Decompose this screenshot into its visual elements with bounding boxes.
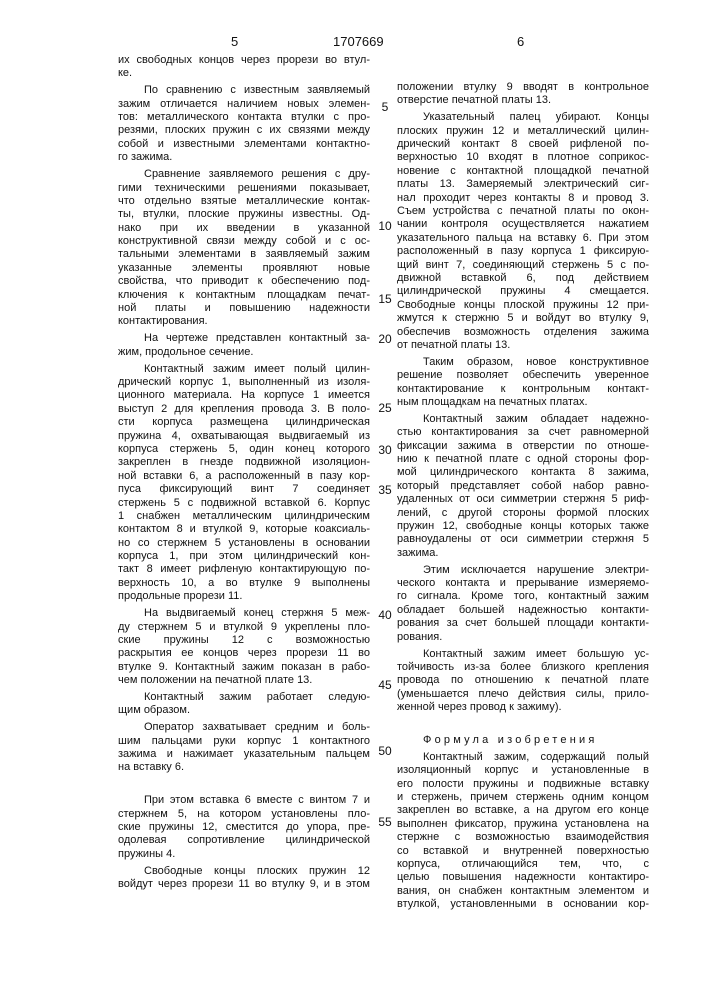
text-line: контактирования. <box>118 315 370 328</box>
text-line: стержнем 5, на котором установлены пло- <box>118 808 370 821</box>
text-line: ты, втулки, плоские пружины известны. Од- <box>118 208 370 221</box>
text-line: ческого контакта и прерывание измеряемо- <box>397 577 649 590</box>
paragraph <box>118 794 370 861</box>
text-line: (уменьшается плечо действия силы, прило- <box>397 688 649 701</box>
line-number: 30 <box>374 443 396 457</box>
text-line: По сравнению с известным заявляемый <box>118 84 370 97</box>
text-line: Формула изобретения <box>397 734 649 747</box>
text-line: платы 13. Замеряемый электрический сиг- <box>397 178 649 191</box>
text-line: мой цилиндрического контакта 8 зажима, <box>397 466 649 479</box>
text-line: зажима и нажимает указательным пальцем <box>118 748 370 761</box>
paragraph <box>118 84 370 164</box>
text-line: стью контактирования за счет равномерной <box>397 426 649 439</box>
line-number: 10 <box>374 219 396 233</box>
text-line: вания, он снабжен контактным элементом и <box>397 885 649 898</box>
text-line: одолевая сопротивление цилиндрической <box>118 834 370 847</box>
text-line: со вставкой и внутренней поверхностью <box>397 845 649 858</box>
text-line: указательного пальца на вставку 6. При этом <box>397 232 649 245</box>
text-line: щий винт 7, соединяющий стержень 5 с по- <box>397 259 649 272</box>
text-line: тов: металлического контакта втулки с про- <box>118 111 370 124</box>
text-line: лений, с другой стороны формой плоских <box>397 507 649 520</box>
page-number-right: 6 <box>517 34 524 49</box>
text-line: провода по отношению к печатной плате <box>397 674 649 687</box>
text-line: жмутся к стержню 5 и войдут во втулку 9, <box>397 312 649 325</box>
text-line: его полости пружины и подвижные вставку <box>397 778 649 791</box>
text-line: Контактный зажим имеет полый цилин- <box>118 363 370 376</box>
text-line: отверстие печатной платы 13. <box>397 94 649 107</box>
text-line: Сравнение заявляемого решения с дру- <box>118 168 370 181</box>
text-line: ключения к контактным площадкам печат- <box>118 289 370 302</box>
paragraph <box>397 356 649 410</box>
blank-space <box>397 714 649 730</box>
text-line: указанные элементы проявляют новые <box>118 262 370 275</box>
text-line: нал проходит через контакты 8 и провод 3. <box>397 192 649 205</box>
text-line: ские пружины 12, сместится до упора, пре- <box>118 821 370 834</box>
text-line: обеспечив возможность отделения зажима <box>397 326 649 339</box>
paragraph <box>397 413 649 560</box>
text-line: Этим исключается нарушение электри- <box>397 564 649 577</box>
text-line: ционного материала. На корпусе 1 имеется <box>118 389 370 402</box>
paragraph <box>118 363 370 604</box>
section-heading <box>397 734 649 747</box>
text-line: ду стержнем 5 и втулкой 9 укреплены пло- <box>118 621 370 634</box>
text-line: расположенный в пазу корпуса 1 фиксирую- <box>397 245 649 258</box>
text-line: сти корпуса размещена цилиндрическая <box>118 416 370 429</box>
paragraph <box>118 865 370 892</box>
text-line: нако при их введении в указанной <box>118 222 370 235</box>
text-line: удаленных от оси симметрии стержня 5 риф- <box>397 493 649 506</box>
text-line: Свободные концы плоских пружин 12 <box>118 865 370 878</box>
text-line: зажим отличается наличием новых элемен- <box>118 98 370 111</box>
text-line: ным площадкам на печатных платах. <box>397 396 649 409</box>
text-line: Съем устройства с печатной платы по окон- <box>397 205 649 218</box>
text-line: нию к печатной плате с одной стороны фор- <box>397 453 649 466</box>
text-line: и стержень, причем стержень одним концом <box>397 791 649 804</box>
paragraph <box>118 607 370 687</box>
text-line: контактирование к контрольным контакт- <box>397 383 649 396</box>
text-line: верхностью 10 входят в плотное соприкос- <box>397 151 649 164</box>
text-line: пружин 12, свободные концы которых также <box>397 520 649 533</box>
paragraph <box>118 54 370 81</box>
text-line: от печатной платы 13. <box>397 339 649 352</box>
page-number-left: 5 <box>231 34 238 49</box>
text-line: рования. <box>397 631 649 644</box>
text-line: изоляционный корпус и установленные в <box>397 764 649 777</box>
line-number: 35 <box>374 483 396 497</box>
text-line: шим пальцами руки корпус 1 контактного <box>118 735 370 748</box>
right-text-column <box>397 81 649 912</box>
paragraph <box>397 81 649 108</box>
text-line: втулкой, установленными в основании кор- <box>397 898 649 911</box>
text-line: закреплен во вставке, а на другом его конце <box>397 804 649 817</box>
blank-space <box>118 775 370 791</box>
line-number: 20 <box>374 332 396 346</box>
text-line: их свободных концов через прорези во втул- <box>118 54 370 67</box>
text-line: закреплен в гнезде подвижной изоляцион- <box>118 456 370 469</box>
text-line: го сигнала. Кроме того, контактный зажим <box>397 590 649 603</box>
text-line: обладает большей надежностью контакти- <box>397 604 649 617</box>
text-line: ские пружины 12 с возможностью <box>118 634 370 647</box>
line-number: 45 <box>374 678 396 692</box>
text-line: пружины 4. <box>118 848 370 861</box>
text-line: чем положении на печатной плате 13. <box>118 674 370 687</box>
text-line: положении втулку 9 вводят в контрольное <box>397 81 649 94</box>
text-line: стержне с возможностью взаимодействия <box>397 831 649 844</box>
text-line: выполнен фиксатор, пружина установлена на <box>397 818 649 831</box>
text-line: решение позволяет обеспечить уверенное <box>397 369 649 382</box>
text-line: дрический контакт 8 своей рифленой по- <box>397 138 649 151</box>
text-line: гими техническими решениями показывает, <box>118 182 370 195</box>
text-line: контактом 8 и втулкой 9, которые коаксиаль- <box>118 523 370 536</box>
paragraph <box>397 751 649 912</box>
paragraph <box>397 564 649 644</box>
line-number: 5 <box>374 100 396 114</box>
text-line: жим, продольное сечение. <box>118 346 370 359</box>
text-line: Оператор захватывает средним и боль- <box>118 721 370 734</box>
paragraph <box>118 721 370 775</box>
paragraph <box>397 648 649 715</box>
line-number: 25 <box>374 401 396 415</box>
text-line: тальными элементами в заявляемый зажим <box>118 248 370 261</box>
text-line: фиксации зажима в отверстии по отноше- <box>397 440 649 453</box>
text-line: верхность 10, а во втулке 9 выполнены <box>118 577 370 590</box>
text-line: конструктивной связи между собой и с ос- <box>118 235 370 248</box>
text-line: На выдвигаемый конец стержня 5 меж- <box>118 607 370 620</box>
text-line: раскрытия ее концов через прорези 11 во <box>118 647 370 660</box>
text-line: ке. <box>118 67 370 80</box>
patent-number: 1707669 <box>333 34 384 49</box>
text-line: Указательный палец убирают. Концы <box>397 111 649 124</box>
text-line: Контактный зажим работает следую- <box>118 691 370 704</box>
paragraph <box>118 332 370 359</box>
text-line: тойчивость из-за более близкого крепления <box>397 661 649 674</box>
text-line: ной вставки 6, а расположенный в пазу кор- <box>118 470 370 483</box>
text-line: Свободные концы плоской пружины 12 при- <box>397 299 649 312</box>
text-line: корпуса, отличающийся тем, что, с <box>397 858 649 871</box>
text-line: Контактный зажим, содержащий полый <box>397 751 649 764</box>
line-number: 55 <box>374 815 396 829</box>
text-line: пружина 4, охватывающая выдвигаемый из <box>118 430 370 443</box>
text-line: продольные прорези 11. <box>118 590 370 603</box>
text-line: войдут через прорези 11 во втулку 9, и в этом <box>118 878 370 891</box>
text-line: зажима. <box>397 547 649 560</box>
text-line: что отдельно взятые металлические контак- <box>118 195 370 208</box>
text-line: дрический корпус 1, выполненный из изоля- <box>118 376 370 389</box>
text-line: стержень 5 с подвижной вставкой 6. Корпус <box>118 497 370 510</box>
text-line: щим образом. <box>118 704 370 717</box>
text-line: резями, плоских пружин с их связями между <box>118 124 370 137</box>
text-line: цилиндрической пружины 4 смещается. <box>397 285 649 298</box>
text-line: 1 снабжен металлическим цилиндрическим <box>118 510 370 523</box>
text-line: Таким образом, новое конструктивное <box>397 356 649 369</box>
text-line: такт 8 имеет рифленую контактирующую по- <box>118 563 370 576</box>
paragraph <box>118 168 370 329</box>
text-line: Контактный зажим имеет большую ус- <box>397 648 649 661</box>
text-line: ной платы и повышению надежности <box>118 302 370 315</box>
text-line: свойства, что приводит к обеспечению под- <box>118 275 370 288</box>
line-number: 40 <box>374 608 396 622</box>
paragraph <box>397 111 649 352</box>
text-line: собой и известными элементами контактно- <box>118 138 370 151</box>
text-line: который представляет собой набор равно- <box>397 480 649 493</box>
line-number: 15 <box>374 292 396 306</box>
text-line: но со стержнем 5 установлены в основании <box>118 537 370 550</box>
text-line: женной через провод к зажиму). <box>397 701 649 714</box>
text-line: го зажима. <box>118 151 370 164</box>
text-line: плоских пружин 12 и металлический цилин- <box>397 125 649 138</box>
text-line: рования за счет большей площади контакти- <box>397 617 649 630</box>
text-line: Контактный зажим обладает надежно- <box>397 413 649 426</box>
text-line: На чертеже представлен контактный за- <box>118 332 370 345</box>
text-line: пуса фиксирующий винт 7 соединяет <box>118 483 370 496</box>
paragraph <box>118 691 370 718</box>
text-line: При этом вставка 6 вместе с винтом 7 и <box>118 794 370 807</box>
text-line: на вставку 6. <box>118 761 370 774</box>
text-line: движной вставкой 6, под действием <box>397 272 649 285</box>
text-line: чании контроля осуществляется нажатием <box>397 218 649 231</box>
text-line: корпуса стержень 5, один конец которого <box>118 443 370 456</box>
text-line: целью повышения надежности контактиро- <box>397 871 649 884</box>
text-line: равноудалены от оси симметрии стержня 5 <box>397 533 649 546</box>
text-line: новение с контактной площадкой печатной <box>397 165 649 178</box>
text-line: корпуса 1, при этом цилиндрический кон- <box>118 550 370 563</box>
line-number: 50 <box>374 744 396 758</box>
text-line: втулке 9. Контактный зажим показан в рабо- <box>118 661 370 674</box>
left-text-column <box>118 54 370 892</box>
text-line: выступ 2 для крепления провода 3. В поло- <box>118 403 370 416</box>
